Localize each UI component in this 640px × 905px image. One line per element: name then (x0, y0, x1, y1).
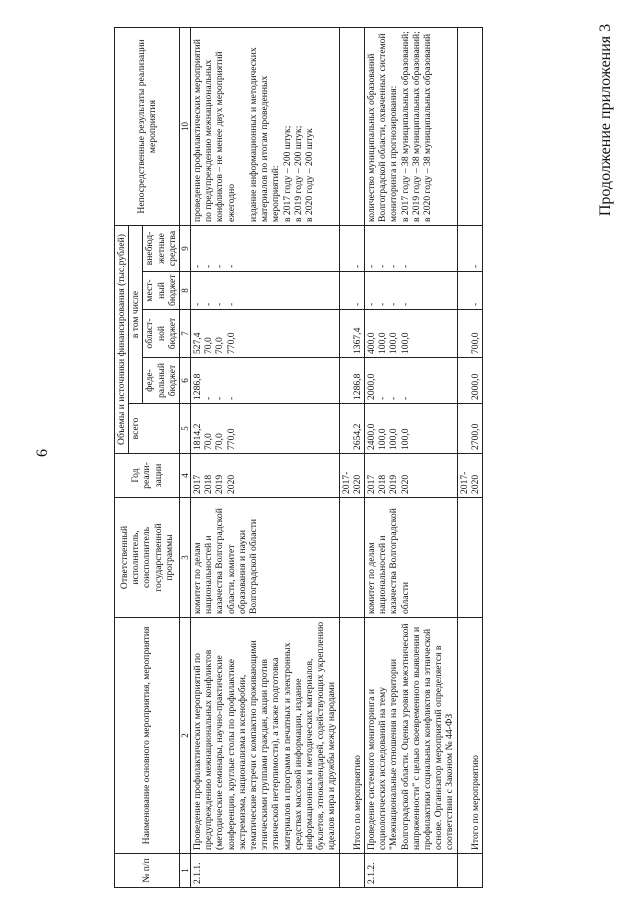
header-offbudget: внебюд-жетные средства (143, 225, 180, 271)
column-number: 7 (180, 310, 191, 358)
activity-name: Проведение системного мониторинга и социологических исследований на тему "Межнациональные отношения на территории Волгоградской области. Оценка уровня межэтнической напряженности" с целью своевременного выявления и профилактики социальных конфликтов на этнической основе. Организатор мероприятий определяется в соответствии с Законом № 44-ФЗ (365, 618, 458, 854)
column-number: 10 (180, 27, 191, 225)
header-results: Непосредственные результаты реализации мероприятия (115, 27, 180, 225)
local-values: - (457, 272, 482, 310)
column-number: 6 (180, 358, 191, 404)
table-row-total (457, 27, 482, 887)
total-values: 1814,2 70,0 70,0 770,0 (191, 404, 340, 454)
header-federal: феде-ральный бюджет (143, 358, 180, 404)
regional-values: 700,0 (457, 310, 482, 358)
total-values: 2700,0 (457, 404, 482, 454)
header-number: № п/п (115, 854, 180, 888)
local-values: - (339, 272, 364, 310)
total-values: 2400,0 100,0 100,0 100,0 (365, 404, 458, 454)
offbudget-values: - - - - (191, 225, 340, 271)
financing-table (114, 27, 483, 888)
years: 2017 2018 2019 2020 (191, 454, 340, 498)
federal-values: 1286,8 (339, 358, 364, 404)
executor: комитет по делам национальностей и казачества Волгоградской области (365, 498, 458, 618)
years: 2017-2020 (457, 454, 482, 498)
offbudget-values: - - - - (365, 225, 458, 271)
row-number: 2.1.1. (191, 854, 340, 888)
table-row (365, 27, 458, 887)
appendix-note: Продолжение приложения 3 (597, 23, 614, 217)
header-financing-group: Объемы и источники финансирования (тыс.рублей) (115, 225, 129, 453)
column-number: 4 (180, 454, 191, 498)
column-numbers-row (180, 27, 191, 887)
total-label: Итого по мероприятию (457, 618, 482, 854)
federal-values: 1286,8 - - - (191, 358, 340, 404)
federal-values: 2000,0 - - - (365, 358, 458, 404)
offbudget-values: - (339, 225, 364, 271)
years: 2017 2018 2019 2020 (365, 454, 458, 498)
header-name: Наименование основного мероприятия, мероприятия (115, 618, 180, 854)
local-values: - - - - (191, 272, 340, 310)
results: проведение профилактических мероприятий по предупреждению межнациональных конфликтов – не менее двух мероприятий ежегодно издание информационных и методических материалов по итогам проведенных мероприятий: в 2017 году – 200 штук; в 2019 году – 200 штук; в 2020 году – 200 штук (191, 27, 340, 225)
total-values: 2654,2 (339, 404, 364, 454)
header-regional: област-ной бюджет (143, 310, 180, 358)
header-local: мест-ный бюджет (143, 272, 180, 310)
header-executor: Ответственный исполнитель, соисполнитель государственной программы (115, 498, 180, 618)
header-year: Год реали-зации (115, 454, 180, 498)
row-number: 2.1.2. (365, 854, 458, 888)
header-in-that: в том числе (129, 225, 143, 403)
results: количество муниципальных образований Волгоградской области, охваченных системой мониторинга и прогнозирования: в 2017 году – 38 муниципальных образований; в 2019 году – 38 муниципальных образований; в 2020 году – 38 муниципальных образований (365, 27, 458, 225)
years: 2017-2020 (339, 454, 364, 498)
regional-values: 400,0 100,0 100,0 100,0 (365, 310, 458, 358)
activity-name: Проведение профилактических мероприятий по предупреждению межнациональных конфликтов (методические семинары, научно-практические конференции, круглые столы по профилактике экстремизма, национализма и ксенофобии, тематические встречи с компактно проживающими этническими группами граждан, акции против этнической нетерпимости), а также подготовка материалов и программ в печатных и электронных средствах массовой информации, издание информационных и методических материалов, буклетов, этнокалендарей, содействующих укреплению идеалов мира и дружбы между народами (191, 618, 340, 854)
column-number: 3 (180, 498, 191, 618)
regional-values: 527,4 70,0 70,0 770,0 (191, 310, 340, 358)
column-number: 9 (180, 225, 191, 271)
header-total: всего (129, 404, 180, 454)
table-row (191, 27, 340, 887)
column-number: 5 (180, 404, 191, 454)
table-row-total (339, 27, 364, 887)
executor: комитет по делам национальностей и казачества Волгоградской области, комитет образования и науки Волгоградской области (191, 498, 340, 618)
federal-values: 2000,0 (457, 358, 482, 404)
table-container (114, 28, 569, 888)
regional-values: 1367,4 (339, 310, 364, 358)
total-label: Итого по мероприятию (339, 618, 364, 854)
column-number: 8 (180, 272, 191, 310)
local-values: - - - - (365, 272, 458, 310)
column-number: 1 (180, 854, 191, 888)
column-number: 2 (180, 618, 191, 854)
page-number: 6 (34, 449, 51, 457)
offbudget-values: - (457, 225, 482, 271)
